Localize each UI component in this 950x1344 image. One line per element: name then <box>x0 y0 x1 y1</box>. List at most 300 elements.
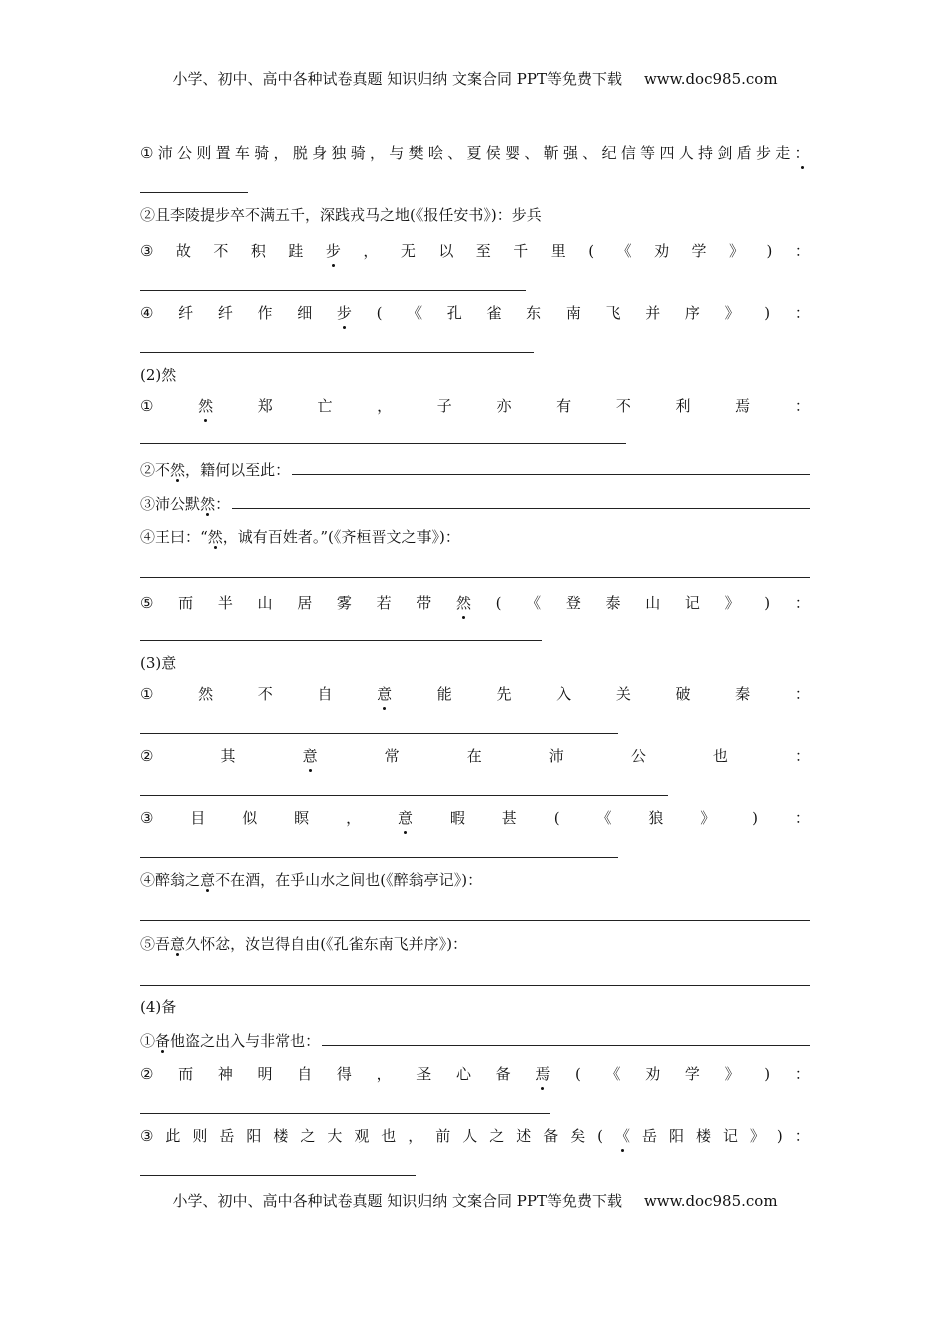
char: 》 <box>438 935 447 953</box>
char: ， <box>370 144 386 162</box>
answer-blank[interactable] <box>140 920 810 921</box>
char: ： <box>794 594 810 612</box>
char: 忿 <box>215 935 231 953</box>
char: 亦 <box>496 397 512 415</box>
char: 半 <box>217 594 233 612</box>
char: 独 <box>331 144 347 162</box>
char: 暇 <box>449 809 465 827</box>
char: 不 <box>615 397 631 415</box>
yi-item-1 <box>140 681 810 707</box>
char: 孔 <box>333 935 349 953</box>
char: 汝 <box>245 935 261 953</box>
char: ( <box>575 1065 581 1083</box>
char: 吾 <box>155 935 171 953</box>
char: 身 <box>312 144 328 162</box>
answer-blank[interactable] <box>140 192 248 193</box>
char: 沛 <box>155 495 171 513</box>
char: ( <box>597 1127 604 1145</box>
char: ) <box>446 935 453 953</box>
char: 》 <box>431 528 440 546</box>
char: 雾 <box>336 594 352 612</box>
char: ： <box>794 809 810 827</box>
char: 然 <box>170 461 186 479</box>
char: 东 <box>526 304 542 322</box>
char: ， <box>260 871 276 889</box>
char: 山 <box>257 594 273 612</box>
char: ③ <box>140 1127 154 1145</box>
char: 意 <box>377 681 392 707</box>
char: 哙 <box>427 144 443 162</box>
section-title-bei: (4)备 <box>140 998 177 1016</box>
char: 《 <box>616 242 632 260</box>
char: 醉 <box>155 871 171 889</box>
char: 由 <box>305 935 321 953</box>
yi-item-3 <box>140 805 810 831</box>
char: 纤 <box>178 304 194 322</box>
char: 王 <box>155 528 171 546</box>
char: 积 <box>250 242 266 260</box>
char: 圣 <box>416 1065 432 1083</box>
char: 岂 <box>260 935 276 953</box>
char: 四 <box>659 144 675 162</box>
char: 亡 <box>317 397 333 415</box>
char: 其 <box>220 747 236 765</box>
char: 骑 <box>254 144 270 162</box>
ran-item-3 <box>140 490 810 516</box>
answer-blank[interactable] <box>140 290 526 291</box>
char: 心 <box>455 1065 471 1083</box>
char: 不 <box>213 242 229 260</box>
char: 置 <box>215 144 231 162</box>
char: 然 <box>200 495 216 513</box>
char: 桓 <box>356 528 372 546</box>
char: ： <box>794 1127 810 1145</box>
char: ③ <box>140 495 156 513</box>
char: 岳 <box>641 1127 657 1145</box>
ran-item-3-text <box>140 491 230 517</box>
char: 南 <box>565 304 581 322</box>
char: 自 <box>290 935 306 953</box>
char: 记 <box>684 594 700 612</box>
char: 公 <box>170 495 186 513</box>
char: 沛 <box>548 747 564 765</box>
char: 故 <box>175 242 191 260</box>
char: ② <box>140 1065 154 1083</box>
char: 侯 <box>485 144 501 162</box>
char: 楼 <box>695 1127 711 1145</box>
char: ( <box>553 809 560 827</box>
char: ， <box>376 1065 392 1083</box>
char: 百 <box>267 528 283 546</box>
char: 诚 <box>237 528 253 546</box>
char: 明 <box>257 1065 273 1083</box>
bu-item-2: ②且李陵提步卒不满五千，深践戎马之地(《报任安书》)：步兵 <box>140 206 542 224</box>
char: 意 <box>170 935 186 953</box>
char: ② <box>140 461 156 479</box>
char: 《 <box>605 1065 621 1083</box>
answer-blank[interactable] <box>140 640 542 641</box>
char: 常 <box>275 1032 291 1050</box>
char: 瞑 <box>294 809 310 827</box>
answer-blank[interactable] <box>140 352 534 353</box>
char: 利 <box>675 397 691 415</box>
section-title-ran: (2)然 <box>140 366 177 384</box>
char: 之 <box>489 1127 505 1145</box>
char: 跬 <box>288 242 304 260</box>
char: 籍 <box>200 461 216 479</box>
char: 意 <box>398 805 413 831</box>
char: 盾 <box>736 144 752 162</box>
char: 醉 <box>393 871 409 889</box>
char: 《 <box>596 809 612 827</box>
char: 樊 <box>408 144 424 162</box>
char: 。 <box>312 528 321 546</box>
char: ) <box>439 528 445 546</box>
char: 序 <box>423 935 439 953</box>
answer-blank[interactable] <box>140 733 618 734</box>
char: 此 <box>260 461 276 479</box>
char: “ <box>200 528 208 546</box>
char: 山 <box>305 871 321 889</box>
char: ) <box>764 594 771 612</box>
char: 走 <box>775 144 791 162</box>
answer-blank[interactable] <box>322 1027 810 1046</box>
char: 似 <box>242 809 258 827</box>
char: 备 <box>155 1032 171 1050</box>
char: 有 <box>252 528 268 546</box>
char: 》 <box>724 594 740 612</box>
bu-item-1 <box>140 140 810 166</box>
char: 不 <box>155 461 171 479</box>
char: 劝 <box>645 1065 661 1083</box>
char: 久 <box>185 935 201 953</box>
char: ： <box>215 495 231 513</box>
char: 意 <box>200 871 216 889</box>
bu-item-3 <box>140 238 810 264</box>
char: 阳 <box>246 1127 262 1145</box>
char: ， <box>222 528 238 546</box>
char: 先 <box>496 685 512 703</box>
page-header <box>0 68 950 89</box>
char: 《 <box>526 594 542 612</box>
bu-item-4 <box>140 300 810 326</box>
char: 目 <box>190 809 206 827</box>
char: 姓 <box>282 528 298 546</box>
answer-blank[interactable] <box>232 490 810 509</box>
answer-blank[interactable] <box>140 577 810 578</box>
bei-item-3 <box>140 1123 810 1149</box>
char: 此 <box>165 1127 181 1145</box>
char: 然 <box>456 590 471 616</box>
char: 焉 <box>535 1061 550 1087</box>
section-title-yi: (3)意 <box>140 654 177 672</box>
char: 东 <box>363 935 379 953</box>
char: 以 <box>230 461 246 479</box>
char: 水 <box>320 871 336 889</box>
char: 《 <box>386 871 394 889</box>
char: 翁 <box>408 871 424 889</box>
char: 雀 <box>486 304 502 322</box>
char: ① <box>140 685 154 703</box>
char: ) <box>764 304 771 322</box>
char: 怀 <box>200 935 216 953</box>
char: 备 <box>495 1065 511 1083</box>
char: 齐 <box>341 528 357 546</box>
char: 记 <box>438 871 454 889</box>
footer-url[interactable]: www.doc985.com <box>643 1192 778 1210</box>
char: 也 <box>381 1127 397 1145</box>
char: ， <box>346 809 362 827</box>
char: ： <box>452 935 468 953</box>
char: 居 <box>297 594 313 612</box>
char: 泰 <box>605 594 621 612</box>
char: 记 <box>722 1127 738 1145</box>
char: 与 <box>245 1032 261 1050</box>
char: ： <box>185 528 201 546</box>
char: ( <box>328 528 334 546</box>
char: 然 <box>198 685 214 703</box>
char: 并 <box>408 935 424 953</box>
char: 则 <box>196 144 212 162</box>
char: 无 <box>400 242 416 260</box>
char: 秦 <box>735 685 751 703</box>
char: ： <box>794 1065 810 1083</box>
bei-item-1 <box>140 1027 810 1053</box>
char: 狼 <box>648 809 664 827</box>
char: 步 <box>755 144 771 162</box>
char: 在 <box>230 871 246 889</box>
char: 备 <box>543 1127 559 1145</box>
char: ( <box>320 935 327 953</box>
char: 《 <box>333 528 342 546</box>
char: 人 <box>678 144 694 162</box>
char: 纤 <box>217 304 233 322</box>
char: 作 <box>257 304 273 322</box>
char: 信 <box>620 144 636 162</box>
char: ： <box>794 685 810 703</box>
char: ： <box>305 1032 321 1050</box>
char: 得 <box>275 935 291 953</box>
char: ④ <box>140 304 154 322</box>
char: 学 <box>691 242 707 260</box>
answer-blank[interactable] <box>292 456 810 475</box>
char: 则 <box>192 1127 208 1145</box>
char: 然 <box>207 528 223 546</box>
char: 车 <box>234 144 250 162</box>
char: ， <box>408 1127 424 1145</box>
char: ， <box>363 242 379 260</box>
char: 至 <box>245 461 261 479</box>
char: ： <box>795 140 810 166</box>
ran-item-5 <box>140 590 810 616</box>
char: ” <box>320 528 329 546</box>
char: ③ <box>140 242 154 260</box>
char: ： <box>794 304 810 322</box>
char: 楼 <box>273 1127 289 1145</box>
char: ， <box>230 935 246 953</box>
answer-blank[interactable] <box>140 443 626 444</box>
char: 公 <box>177 144 193 162</box>
char: ： <box>275 461 291 479</box>
char: 并 <box>645 304 661 322</box>
char: 》 <box>749 1127 765 1145</box>
char: 乎 <box>290 871 306 889</box>
char: 也 <box>712 747 728 765</box>
char: ： <box>467 871 483 889</box>
char: 孔 <box>446 304 462 322</box>
answer-blank[interactable] <box>140 985 810 986</box>
char: 大 <box>327 1127 343 1145</box>
char: 出 <box>215 1032 231 1050</box>
answer-blank[interactable] <box>140 1175 416 1176</box>
char: 婴 <box>505 144 521 162</box>
char: 以 <box>438 242 454 260</box>
char: 不 <box>257 685 273 703</box>
char: ① <box>140 397 154 415</box>
char: ④ <box>140 528 156 546</box>
char: 甚 <box>501 809 517 827</box>
char: 间 <box>350 871 366 889</box>
char: 子 <box>436 397 452 415</box>
char: 公 <box>630 747 646 765</box>
char: 步 <box>326 238 341 264</box>
char: 默 <box>185 495 201 513</box>
char: 与 <box>389 144 405 162</box>
char: ④ <box>140 871 156 889</box>
char: 事 <box>416 528 432 546</box>
char: 郑 <box>257 397 273 415</box>
char: ) <box>752 809 759 827</box>
char: 翁 <box>170 871 186 889</box>
header-url[interactable]: www.doc985.com <box>643 70 778 88</box>
char: 强 <box>562 144 578 162</box>
char: 关 <box>615 685 631 703</box>
char: 之 <box>401 528 417 546</box>
char: 矣 <box>570 1127 586 1145</box>
char: 之 <box>185 871 201 889</box>
char: ( <box>376 304 383 322</box>
char: 他 <box>170 1032 186 1050</box>
char: 自 <box>297 1065 313 1083</box>
char: ( <box>588 242 595 260</box>
char: 人 <box>462 1127 478 1145</box>
ran-item-2 <box>140 456 810 482</box>
char: ) <box>461 871 468 889</box>
char: 曰 <box>170 528 186 546</box>
yi-item-4 <box>140 867 810 893</box>
char: 雀 <box>348 935 364 953</box>
char: 得 <box>336 1065 352 1083</box>
char: ② <box>140 747 154 765</box>
char: 观 <box>354 1127 370 1145</box>
bei-item-2 <box>140 1061 810 1087</box>
char: 常 <box>384 747 400 765</box>
char: 带 <box>416 594 432 612</box>
char: 自 <box>317 685 333 703</box>
char: 也 <box>290 1032 306 1050</box>
char: ， <box>377 397 393 415</box>
char: 飞 <box>393 935 409 953</box>
char: 之 <box>335 871 351 889</box>
answer-blank[interactable] <box>140 795 668 796</box>
char: 神 <box>217 1065 233 1083</box>
footer-text: 小学、初中、高中各种试卷真题 知识归纳 文案合同 PPT等免费下载 <box>172 1192 622 1210</box>
char: ) <box>766 242 773 260</box>
char: ⑤ <box>140 594 154 612</box>
char: 之 <box>200 1032 216 1050</box>
char: ： <box>794 747 810 765</box>
char: 》 <box>724 304 740 322</box>
char: 焉 <box>735 397 751 415</box>
char: 亭 <box>423 871 439 889</box>
char: ① <box>140 1032 156 1050</box>
char: ( <box>380 871 387 889</box>
char: 千 <box>513 242 529 260</box>
char: 盗 <box>185 1032 201 1050</box>
char: 、 <box>447 144 463 162</box>
char: 破 <box>675 685 691 703</box>
char: ① <box>140 144 154 162</box>
char: 何 <box>215 461 231 479</box>
char: ) <box>776 1127 783 1145</box>
char: 、 <box>524 144 540 162</box>
char: 飞 <box>605 304 621 322</box>
char: 学 <box>684 1065 700 1083</box>
char: 骑 <box>350 144 366 162</box>
char: ⑤ <box>140 935 156 953</box>
char: ( <box>495 594 502 612</box>
char: 然 <box>198 393 213 419</box>
char: 剑 <box>717 144 733 162</box>
char: 述 <box>516 1127 532 1145</box>
char: 而 <box>178 594 194 612</box>
char: 若 <box>376 594 392 612</box>
char: 晋 <box>371 528 387 546</box>
yi-item-2 <box>140 743 810 769</box>
char: 能 <box>436 685 452 703</box>
char: 》 <box>453 871 462 889</box>
ran-item-1 <box>140 393 810 419</box>
answer-blank[interactable] <box>140 1113 550 1114</box>
char: ③ <box>140 809 154 827</box>
char: 者 <box>297 528 313 546</box>
char: 《 <box>407 304 423 322</box>
ran-item-4 <box>140 524 810 550</box>
char: ： <box>794 242 810 260</box>
ran-item-2-text <box>140 457 290 483</box>
char: 也 <box>365 871 381 889</box>
char: 持 <box>698 144 714 162</box>
page-footer <box>0 1190 950 1211</box>
char: 在 <box>275 871 291 889</box>
char: 意 <box>303 743 318 769</box>
char: 、 <box>582 144 598 162</box>
char: 前 <box>435 1127 451 1145</box>
char: ， <box>273 144 289 162</box>
char: 里 <box>550 242 566 260</box>
char: 《 <box>326 935 334 953</box>
char: 入 <box>230 1032 246 1050</box>
char: 靳 <box>543 144 559 162</box>
bei-item-1-text <box>140 1028 320 1054</box>
char: 细 <box>297 304 313 322</box>
answer-blank[interactable] <box>140 857 618 858</box>
char: 之 <box>300 1127 316 1145</box>
char: 纪 <box>601 144 617 162</box>
char: 序 <box>684 304 700 322</box>
char: 夏 <box>466 144 482 162</box>
char: ： <box>444 528 460 546</box>
